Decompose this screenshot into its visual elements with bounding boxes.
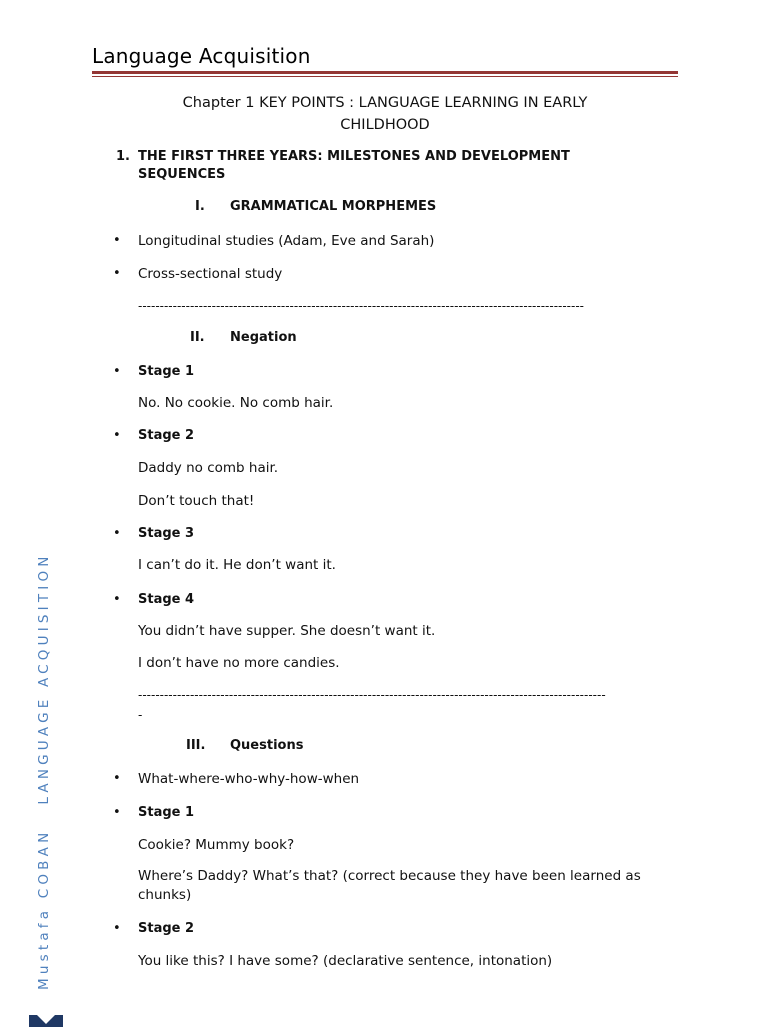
- sidebar-vertical-text: [36, 552, 52, 990]
- sidebar-subject: LANGUAGE ACQUISITION: [36, 552, 52, 805]
- bullet-icon: •: [113, 233, 121, 248]
- dashed-divider: ------------------------------------------------------------------------------------------------------------: [138, 688, 606, 702]
- stage-label: Stage 3: [138, 526, 195, 541]
- chapter-title-line2: CHILDHOOD: [340, 117, 430, 133]
- sidebar-author: Mustafa COBAN: [36, 828, 52, 990]
- stage-label: Stage 1: [138, 805, 195, 820]
- list-item-text: Longitudinal studies (Adam, Eve and Sarah): [138, 233, 435, 249]
- section-heading-line2: SEQUENCES: [138, 167, 226, 182]
- bullet-icon: •: [113, 921, 121, 936]
- list-item-text: What-where-who-why-how-when: [138, 771, 360, 787]
- example-text: Don’t touch that!: [138, 493, 255, 509]
- bullet-icon: •: [113, 592, 121, 607]
- stage-label: Stage 4: [138, 592, 195, 607]
- example-text: Where’s Daddy? What’s that? (correct because they have been learned as chunks): [138, 868, 641, 903]
- stage-label: Stage 1: [138, 364, 195, 379]
- subsection-title-morphemes: GRAMMATICAL MORPHEMES: [230, 199, 437, 214]
- example-text: I don’t have no more candies.: [138, 655, 340, 671]
- bullet-icon: •: [113, 266, 121, 281]
- section-number: 1.: [116, 149, 130, 164]
- chapter-title-line1: Chapter 1 KEY POINTS : LANGUAGE LEARNING IN EARLY: [182, 95, 588, 111]
- bullet-icon: •: [113, 428, 121, 443]
- subsection-numeral-3: III.: [186, 738, 206, 753]
- corner-logo-icon: [29, 1015, 63, 1027]
- section-heading-line1: THE FIRST THREE YEARS: MILESTONES AND DEVELOPMENT: [138, 149, 570, 164]
- header-rule-thick: [92, 71, 678, 74]
- stage-label: Stage 2: [138, 428, 195, 443]
- subsection-numeral-1: I.: [195, 199, 205, 214]
- subsection-title-questions: Questions: [230, 738, 304, 753]
- bullet-icon: •: [113, 526, 121, 541]
- example-text: You like this? I have some? (declarative sentence, intonation): [138, 953, 553, 969]
- subsection-title-negation: Negation: [230, 330, 297, 345]
- stage-label: Stage 2: [138, 921, 195, 936]
- list-item-text: Cross-sectional study: [138, 266, 283, 282]
- example-text: You didn’t have supper. She doesn’t want it.: [138, 623, 436, 639]
- header-title: Language Acquisition: [92, 44, 311, 68]
- example-text: Cookie? Mummy book?: [138, 837, 295, 853]
- example-text: No. No cookie. No comb hair.: [138, 395, 334, 411]
- bullet-icon: •: [113, 771, 121, 786]
- header-rule-thin: [92, 76, 678, 77]
- subsection-numeral-2: II.: [190, 330, 205, 345]
- example-text: Daddy no comb hair.: [138, 460, 279, 476]
- chapter-title: [92, 92, 678, 136]
- dashed-divider-tail: -: [138, 708, 143, 722]
- bullet-icon: •: [113, 364, 121, 379]
- dashed-divider: -------------------------------------------------------------------------------------------------------: [138, 299, 584, 313]
- example-text: I can’t do it. He don’t want it.: [138, 557, 336, 573]
- bullet-icon: •: [113, 805, 121, 820]
